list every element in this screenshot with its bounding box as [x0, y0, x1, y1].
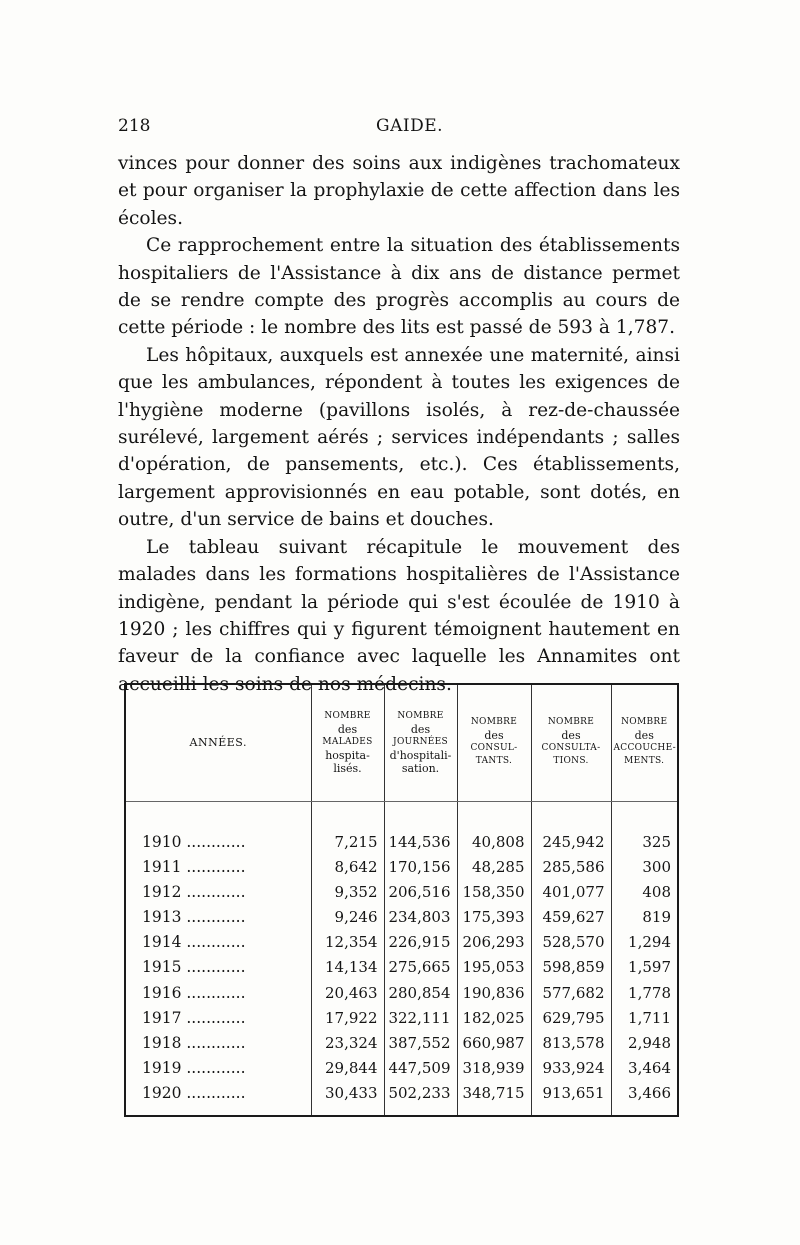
paragraph: vinces pour donner des soins aux indigènes trachomateux et pour organiser la prophylaxie de cette affection dans les écoles.	[118, 153, 680, 229]
malades-cell: 23,324	[311, 1031, 384, 1056]
accouchements-cell: 1,778	[611, 981, 677, 1006]
consultations-cell: 401,077	[531, 880, 611, 905]
consultations-cell: 577,682	[531, 981, 611, 1006]
column-header-line: NOMBRE	[397, 710, 444, 721]
table-body	[126, 802, 677, 1116]
table-row	[126, 956, 677, 981]
malades-cell: 9,246	[311, 905, 384, 930]
paragraph: Le tableau suivant récapitule le mouvement des malades dans les formations hospitalières de l'Assistance indigène, pendant la période qui s'est écoulée de 1910 à 1920 ; les chiffres qui y figurent témoignent hautement en faveur de la confiance avec laquelle les Annamites ont accueilli les soins de nos médecins.	[118, 536, 680, 695]
table-row	[126, 1006, 677, 1031]
consultants-cell: 206,293	[457, 930, 531, 955]
journees-cell: 502,233	[384, 1081, 457, 1115]
journees-cell: 226,915	[384, 930, 457, 955]
consultants-cell: 190,836	[457, 981, 531, 1006]
consultations-cell: 813,578	[531, 1031, 611, 1056]
column-header	[384, 685, 457, 802]
journees-cell: 280,854	[384, 981, 457, 1006]
consultations-cell: 528,570	[531, 930, 611, 955]
column-header-line: des	[410, 722, 431, 736]
column-header	[311, 685, 384, 802]
journees-cell: 234,803	[384, 905, 457, 930]
journees-cell: 206,516	[384, 880, 457, 905]
malades-cell: 9,352	[311, 880, 384, 905]
consultations-cell: 245,942	[531, 830, 611, 855]
column-header-line: des	[561, 729, 581, 742]
accouchements-cell: 1,294	[611, 930, 677, 955]
year-cell: 1911 ............	[142, 857, 246, 876]
malades-cell: 30,433	[311, 1081, 384, 1115]
consultants-cell: 48,285	[457, 855, 531, 880]
consultations-cell: 459,627	[531, 905, 611, 930]
accouchements-cell: 300	[611, 855, 677, 880]
spacer-cell	[384, 802, 457, 830]
accouchements-cell: 819	[611, 905, 677, 930]
column-header-line: MENTS.	[624, 756, 665, 766]
accouchements-cell: 3,466	[611, 1081, 677, 1115]
column-header-line: NOMBRE	[547, 717, 595, 727]
column-header-line: ANNÉES.	[189, 735, 247, 749]
accouchements-cell: 1,597	[611, 956, 677, 981]
consultations-cell: 629,795	[531, 1006, 611, 1031]
column-header-line: ACCOUCHE-	[613, 743, 676, 753]
column-header	[457, 685, 531, 802]
column-header-line: NOMBRE	[621, 717, 668, 727]
table-row	[126, 830, 677, 855]
accouchements-cell: 2,948	[611, 1031, 677, 1056]
consultations-cell: 913,651	[531, 1081, 611, 1115]
column-header-line: CONSULTA-	[541, 743, 601, 753]
year-cell: 1914 ............	[142, 933, 246, 952]
spacer-cell	[611, 802, 677, 830]
column-header-line: hospita-	[325, 748, 370, 762]
malades-cell: 14,134	[311, 956, 384, 981]
accouchements-cell: 408	[611, 880, 677, 905]
consultants-cell: 348,715	[457, 1081, 531, 1115]
malades-cell: 8,642	[311, 855, 384, 880]
statistics-table	[126, 685, 677, 1115]
journees-cell: 275,665	[384, 956, 457, 981]
column-header-line: des	[634, 729, 654, 742]
paragraph: Les hôpitaux, auxquels est annexée une maternité, ainsi que les ambulances, répondent à toutes les exigences de l'hygiène moderne (pavillons isolés, à rez-de-chaussée surélevé, largement aérés ; services indépendants ; salles d'opération, de pansements, etc.). Ces établissements, largement approvisionnés en eau potable, sont dotés, en outre, d'un service de bains et douches.	[118, 344, 680, 531]
statistics-table-frame	[124, 683, 679, 1117]
column-header-line: des	[337, 722, 358, 736]
journees-cell: 387,552	[384, 1031, 457, 1056]
table-row	[126, 930, 677, 955]
consultants-cell: 660,987	[457, 1031, 531, 1056]
table-row	[126, 981, 677, 1006]
table-row	[126, 1081, 677, 1115]
year-cell: 1920 ............	[142, 1084, 246, 1103]
malades-cell: 17,922	[311, 1006, 384, 1031]
malades-cell: 29,844	[311, 1056, 384, 1081]
year-cell: 1912 ............	[142, 882, 246, 901]
year-cell: 1915 ............	[142, 958, 246, 977]
journees-cell: 322,111	[384, 1006, 457, 1031]
column-header	[126, 685, 311, 802]
running-title: GAIDE.	[376, 116, 444, 136]
year-cell: 1919 ............	[142, 1058, 246, 1077]
table-spacer-row	[126, 802, 677, 830]
column-header-line: des	[484, 729, 504, 742]
consultations-cell: 598,859	[531, 956, 611, 981]
consultants-cell: 40,808	[457, 830, 531, 855]
year-cell: 1917 ............	[142, 1008, 246, 1027]
body-text	[118, 150, 680, 698]
column-header-line: MALADES	[322, 736, 373, 747]
consultants-cell: 182,025	[457, 1006, 531, 1031]
column-header-line: NOMBRE	[470, 717, 518, 727]
spacer-cell	[457, 802, 531, 830]
accouchements-cell: 325	[611, 830, 677, 855]
column-header-line: NOMBRE	[324, 710, 371, 721]
table-row	[126, 905, 677, 930]
spacer-cell	[126, 802, 311, 830]
journees-cell: 170,156	[384, 855, 457, 880]
column-header-line: sation.	[401, 761, 440, 775]
column-header-line: d'hospitali-	[389, 748, 452, 762]
year-cell: 1918 ............	[142, 1033, 246, 1052]
consultations-cell: 933,924	[531, 1056, 611, 1081]
spacer-cell	[311, 802, 384, 830]
page-header	[118, 116, 678, 142]
year-cell: 1916 ............	[142, 983, 246, 1002]
accouchements-cell: 3,464	[611, 1056, 677, 1081]
journees-cell: 144,536	[384, 830, 457, 855]
table-row	[126, 855, 677, 880]
column-header-line: CONSUL-	[470, 743, 518, 753]
malades-cell: 12,354	[311, 930, 384, 955]
journees-cell: 447,509	[384, 1056, 457, 1081]
consultants-cell: 318,939	[457, 1056, 531, 1081]
malades-cell: 7,215	[311, 830, 384, 855]
paragraph: Ce rapprochement entre la situation des établissements hospitaliers de l'Assistance à dix ans de distance permet de se rendre compte des progrès accomplis au cours de cette période : le nombre des lits est passé de 593 à 1,787.	[118, 235, 680, 339]
table-row	[126, 880, 677, 905]
year-cell: 1910 ............	[142, 832, 246, 851]
table-header-row	[126, 685, 677, 802]
column-header-line: lisés.	[333, 761, 362, 775]
consultants-cell: 175,393	[457, 905, 531, 930]
consultants-cell: 158,350	[457, 880, 531, 905]
consultations-cell: 285,586	[531, 855, 611, 880]
column-header	[531, 685, 611, 802]
table-row	[126, 1056, 677, 1081]
consultants-cell: 195,053	[457, 956, 531, 981]
column-header	[611, 685, 677, 802]
column-header-line: JOURNÉES	[393, 736, 448, 747]
spacer-cell	[531, 802, 611, 830]
column-header-line: TANTS.	[475, 756, 513, 766]
column-header-line: TIONS.	[553, 756, 589, 766]
malades-cell: 20,463	[311, 981, 384, 1006]
year-cell: 1913 ............	[142, 908, 246, 927]
page-number: 218	[118, 116, 151, 136]
table-row	[126, 1031, 677, 1056]
accouchements-cell: 1,711	[611, 1006, 677, 1031]
